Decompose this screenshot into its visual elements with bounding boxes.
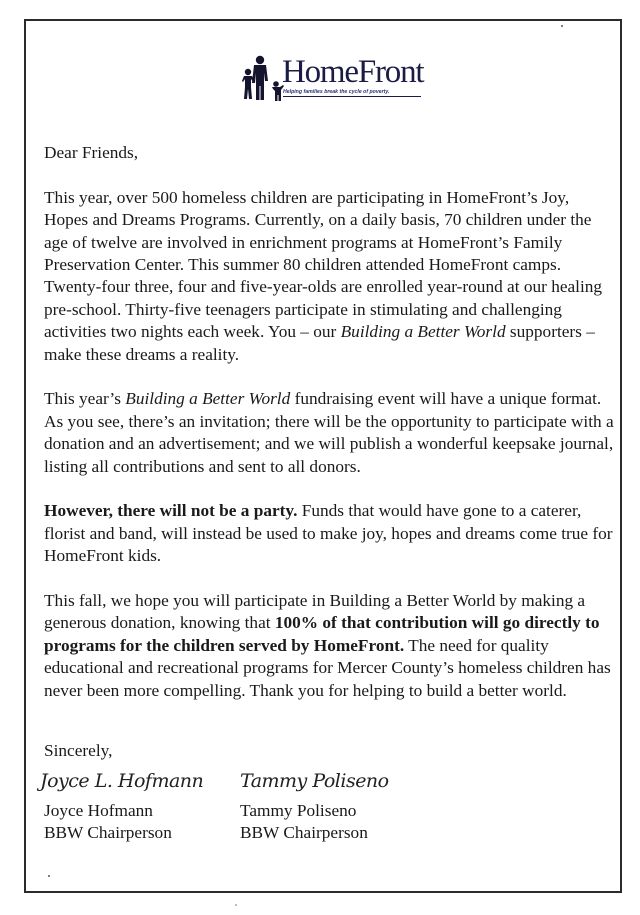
signature: Joyce L. Hofmann (40, 770, 204, 792)
logo-wordmark: HomeFront (282, 54, 424, 90)
event-name-italic: Building a Better World (340, 322, 506, 342)
contribution-emphasis: 100% of that contribution will go directly to programs for the children served by HomeFront. (44, 613, 600, 655)
scan-speck (48, 875, 50, 877)
paragraph-2: This year’s Building a Better World fundraising event will have a unique format. As you see, there’s an invitation; there will be the opportunity to participate with a donation and an advertisement; and we will publish a wonderful keepsake journal, listing all contributions and sent to all donors. (44, 389, 614, 476)
signer-title: BBW Chairperson (44, 823, 172, 843)
signer-tammy-poliseno (240, 762, 389, 845)
scan-speck (561, 25, 563, 27)
no-party-emphasis: However, there will not be a party. (44, 501, 298, 521)
family-silhouette-icon (242, 55, 284, 101)
paragraph-4: This fall, we hope you will participate in Building a Better World by making a generous donation, knowing that 100% of that contribution will go directly to programs for the children served by HomeFront. The need for quality educational and recreational programs for Mercer County’s homeless children has never been more compelling. Thank you for helping to build a better world. (44, 591, 611, 700)
signer-title: BBW Chairperson (240, 823, 368, 843)
salutation: Dear Friends, (44, 143, 139, 162)
paragraph-3: However, there will not be a party. Funds that would have gone to a caterer, florist and band, will instead be used to make joy, hopes and dreams come true for HomeFront kids. (44, 501, 613, 566)
signer-joyce-hofmann (40, 762, 203, 845)
event-name-italic: Building a Better World (125, 389, 291, 409)
closing: Sincerely, (44, 741, 113, 760)
signature: Tammy Poliseno (240, 770, 389, 792)
signer-name: Joyce Hofmann (44, 801, 153, 820)
logo-tagline: Helping families break the cycle of poverty. (283, 89, 421, 97)
paragraph-1: This year, over 500 homeless children are participating in HomeFront’s Joy, Hopes and Dreams Programs. Currently, on a daily basis, 70 children under the age of twelve are involved in enrichment programs at HomeFront’s Family Preservation Center. This summer 80 children attended HomeFront camps. Twenty-four three, four and five-year-olds are enrolled year-round at our healing pre-school. Thirty-five teenagers participate in stimulating and challenging activities two nights each week. You – our Building a Better World supporters – make these dreams a reality. (44, 187, 603, 364)
letter-body (44, 142, 614, 724)
scan-speck (235, 904, 237, 906)
signer-name: Tammy Poliseno (240, 801, 357, 820)
homefront-logo (242, 53, 424, 103)
